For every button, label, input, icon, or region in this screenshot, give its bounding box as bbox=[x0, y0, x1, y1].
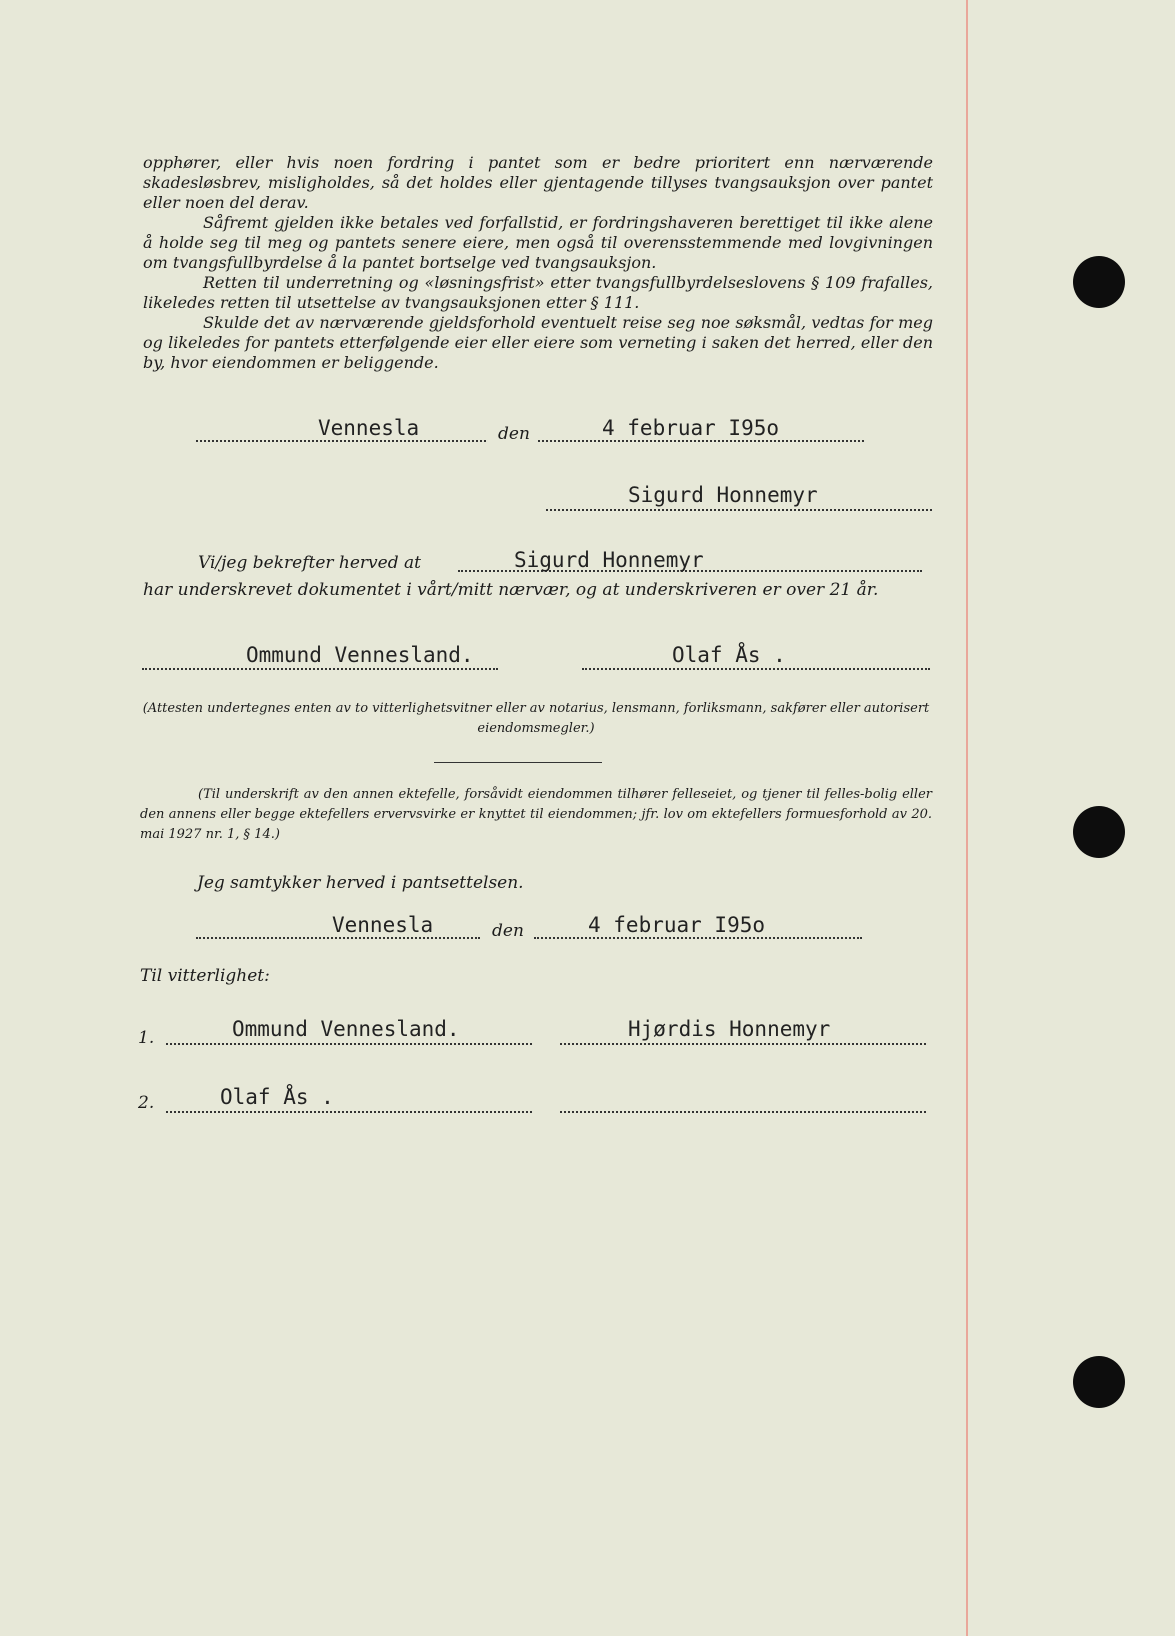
date-value-2: 4 februar I95o bbox=[588, 913, 766, 937]
punch-hole-top bbox=[1073, 256, 1125, 308]
date-line-2 bbox=[534, 937, 862, 939]
signature-value: Sigurd Honnemyr bbox=[628, 483, 818, 507]
place-value: Vennesla bbox=[318, 416, 420, 440]
paragraph-default: opphører, eller hvis noen fordring i pantet som er bedre prioritert enn nærværende skadesløsbrev, misligholdes, så det holdes eller gjentagende tillyses tvangsauksjon over pantet eller noen del derav. bbox=[143, 153, 933, 212]
den-label-2: den bbox=[492, 921, 524, 941]
witness-row-1-left: Ommund Vennesland. bbox=[232, 1017, 460, 1041]
witness-row-2-left: Olaf Ås . bbox=[220, 1085, 334, 1109]
witness-heading: Til vitterlighet: bbox=[140, 966, 270, 986]
den-label: den bbox=[498, 424, 530, 444]
punch-hole-middle bbox=[1073, 806, 1125, 858]
witness-row-1-number: 1. bbox=[138, 1028, 155, 1048]
witness-left-value: Ommund Vennesland. bbox=[246, 643, 474, 667]
attest-prefix: Vi/jeg bekrefter herved at bbox=[198, 553, 421, 573]
witness-left-line bbox=[142, 668, 498, 670]
signature-line bbox=[546, 509, 932, 511]
attest-note: (Attesten undertegnes enten av to vitterlighetsvitner eller av notarius, lensmann, forliksmann, sakfører eller autorisert eiendomsmegler.) bbox=[142, 701, 930, 736]
witness-row-1-right-line bbox=[560, 1043, 926, 1045]
witness-row-2-right-line bbox=[560, 1111, 926, 1113]
place-value-2: Vennesla bbox=[332, 913, 434, 937]
witness-row-2-number: 2. bbox=[138, 1093, 155, 1113]
paragraph-losningsfrist: Retten til underretning og «løsningsfrist» etter tvangsfullbyrdelseslovens § 109 frafalles, likeledes retten til utsettelse av tvangsauksjonen etter § 111. bbox=[143, 273, 933, 312]
witness-right-value: Olaf Ås . bbox=[672, 643, 786, 667]
date-line bbox=[538, 440, 864, 442]
margin-line bbox=[966, 0, 968, 1636]
attest-name-value: Sigurd Honnemyr bbox=[514, 548, 704, 572]
place-line-2 bbox=[196, 937, 480, 939]
place-line bbox=[196, 440, 486, 442]
date-value: 4 februar I95o bbox=[602, 416, 780, 440]
consent-text: Jeg samtykker herved i pantsettelsen. bbox=[197, 873, 524, 893]
attest-line-2: har underskrevet dokumentet i vårt/mitt nærvær, og at underskriveren er over 21 år. bbox=[143, 580, 879, 600]
witness-right-line bbox=[582, 668, 930, 670]
witness-row-1-right: Hjørdis Honnemyr bbox=[628, 1017, 831, 1041]
paragraph-verneting: Skulde det av nærværende gjeldsforhold eventuelt reise seg noe søksmål, vedtas for meg og likeledes for pantets etterfølgende eier eller eiere som verneting i saken det herred, eller den by, hvor eiendommen er beliggende. bbox=[143, 313, 933, 372]
punch-hole-bottom bbox=[1073, 1356, 1125, 1408]
section-divider bbox=[434, 762, 602, 763]
witness-row-2-left-line bbox=[166, 1111, 532, 1113]
spouse-note: (Til underskrift av den annen ektefelle, forsåvidt eiendommen tilhører felleseiet, og tjener til felles-bolig eller den annens eller begge ektefellers ervervsvirke er knyttet til eiendommen; jfr. lov om ektefellers formuesforhold av 20. mai 1927 nr. 1, § 14.) bbox=[140, 787, 932, 842]
paragraph-forfallstid: Såfremt gjelden ikke betales ved forfallstid, er fordringshaveren berettiget til ikke alene å holde seg til meg og pantets senere eiere, men også til overensstemmende med lovgivningen om tvangsfullbyrdelse å la pantet bortselge ved tvangsauksjon. bbox=[143, 213, 933, 272]
witness-row-1-left-line bbox=[166, 1043, 532, 1045]
